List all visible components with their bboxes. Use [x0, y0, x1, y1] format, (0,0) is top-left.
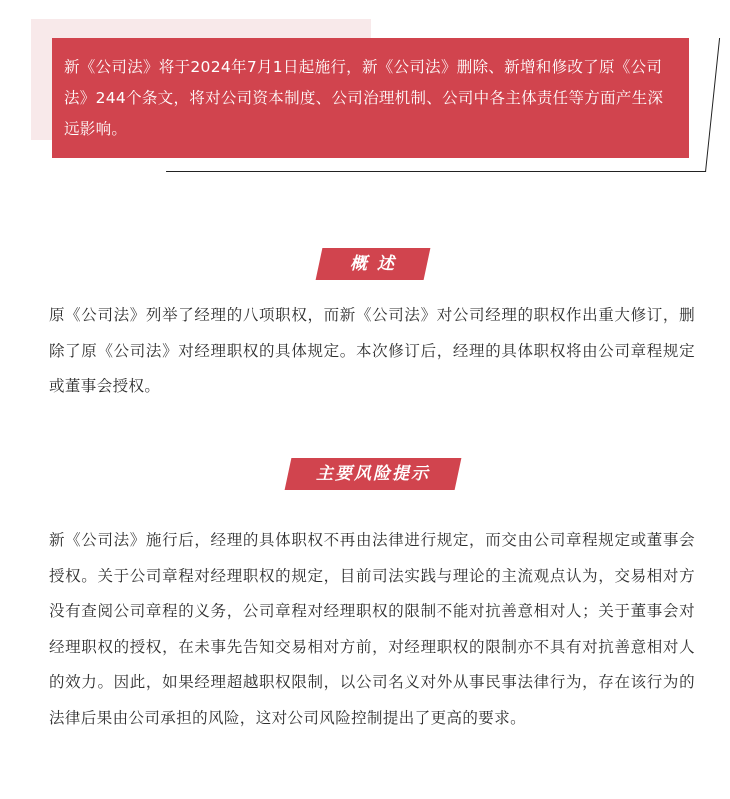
- section-badge-overview: [319, 248, 427, 280]
- overview-paragraph: 原《公司法》列举了经理的八项职权，而新《公司法》对公司经理的职权作出重大修订，删除了原《公司法》对经理职权的具体规定。本次修订后，经理的具体职权将由公司章程规定或董事会授权。: [49, 306, 695, 395]
- risk-paragraph: 新《公司法》施行后，经理的具体职权不再由法律进行规定，而交由公司章程规定或董事会授权。关于公司章程对经理职权的规定，目前司法实践与理论的主流观点认为，交易相对方没有查阅公司章程的义务，公司章程对经理职权的限制不能对抗善意相对人；关于董事会对经理职权的授权，在未事先告知交易相对方前，对经理职权的限制亦不具有对抗善意相对人的效力。因此，如果经理超越职权限制，以公司名义对外从事民事法律行为，存在该行为的法律后果由公司承担的风险，这对公司风险控制提出了更高的要求。: [49, 531, 695, 727]
- section-title-risk: 主要风险提示: [316, 464, 430, 484]
- section-underline-risk: [281, 493, 461, 525]
- section-title-overview: 概 述: [350, 254, 396, 274]
- intro-callout: [52, 38, 689, 158]
- intro-text: 新《公司法》将于2024年7月1日起施行，新《公司法》删除、新增和修改了原《公司法》244个条文，将对公司资本制度、公司治理机制、公司中各主体责任等方面产生深远影响。: [64, 58, 664, 138]
- section-badge-risk: [288, 458, 458, 490]
